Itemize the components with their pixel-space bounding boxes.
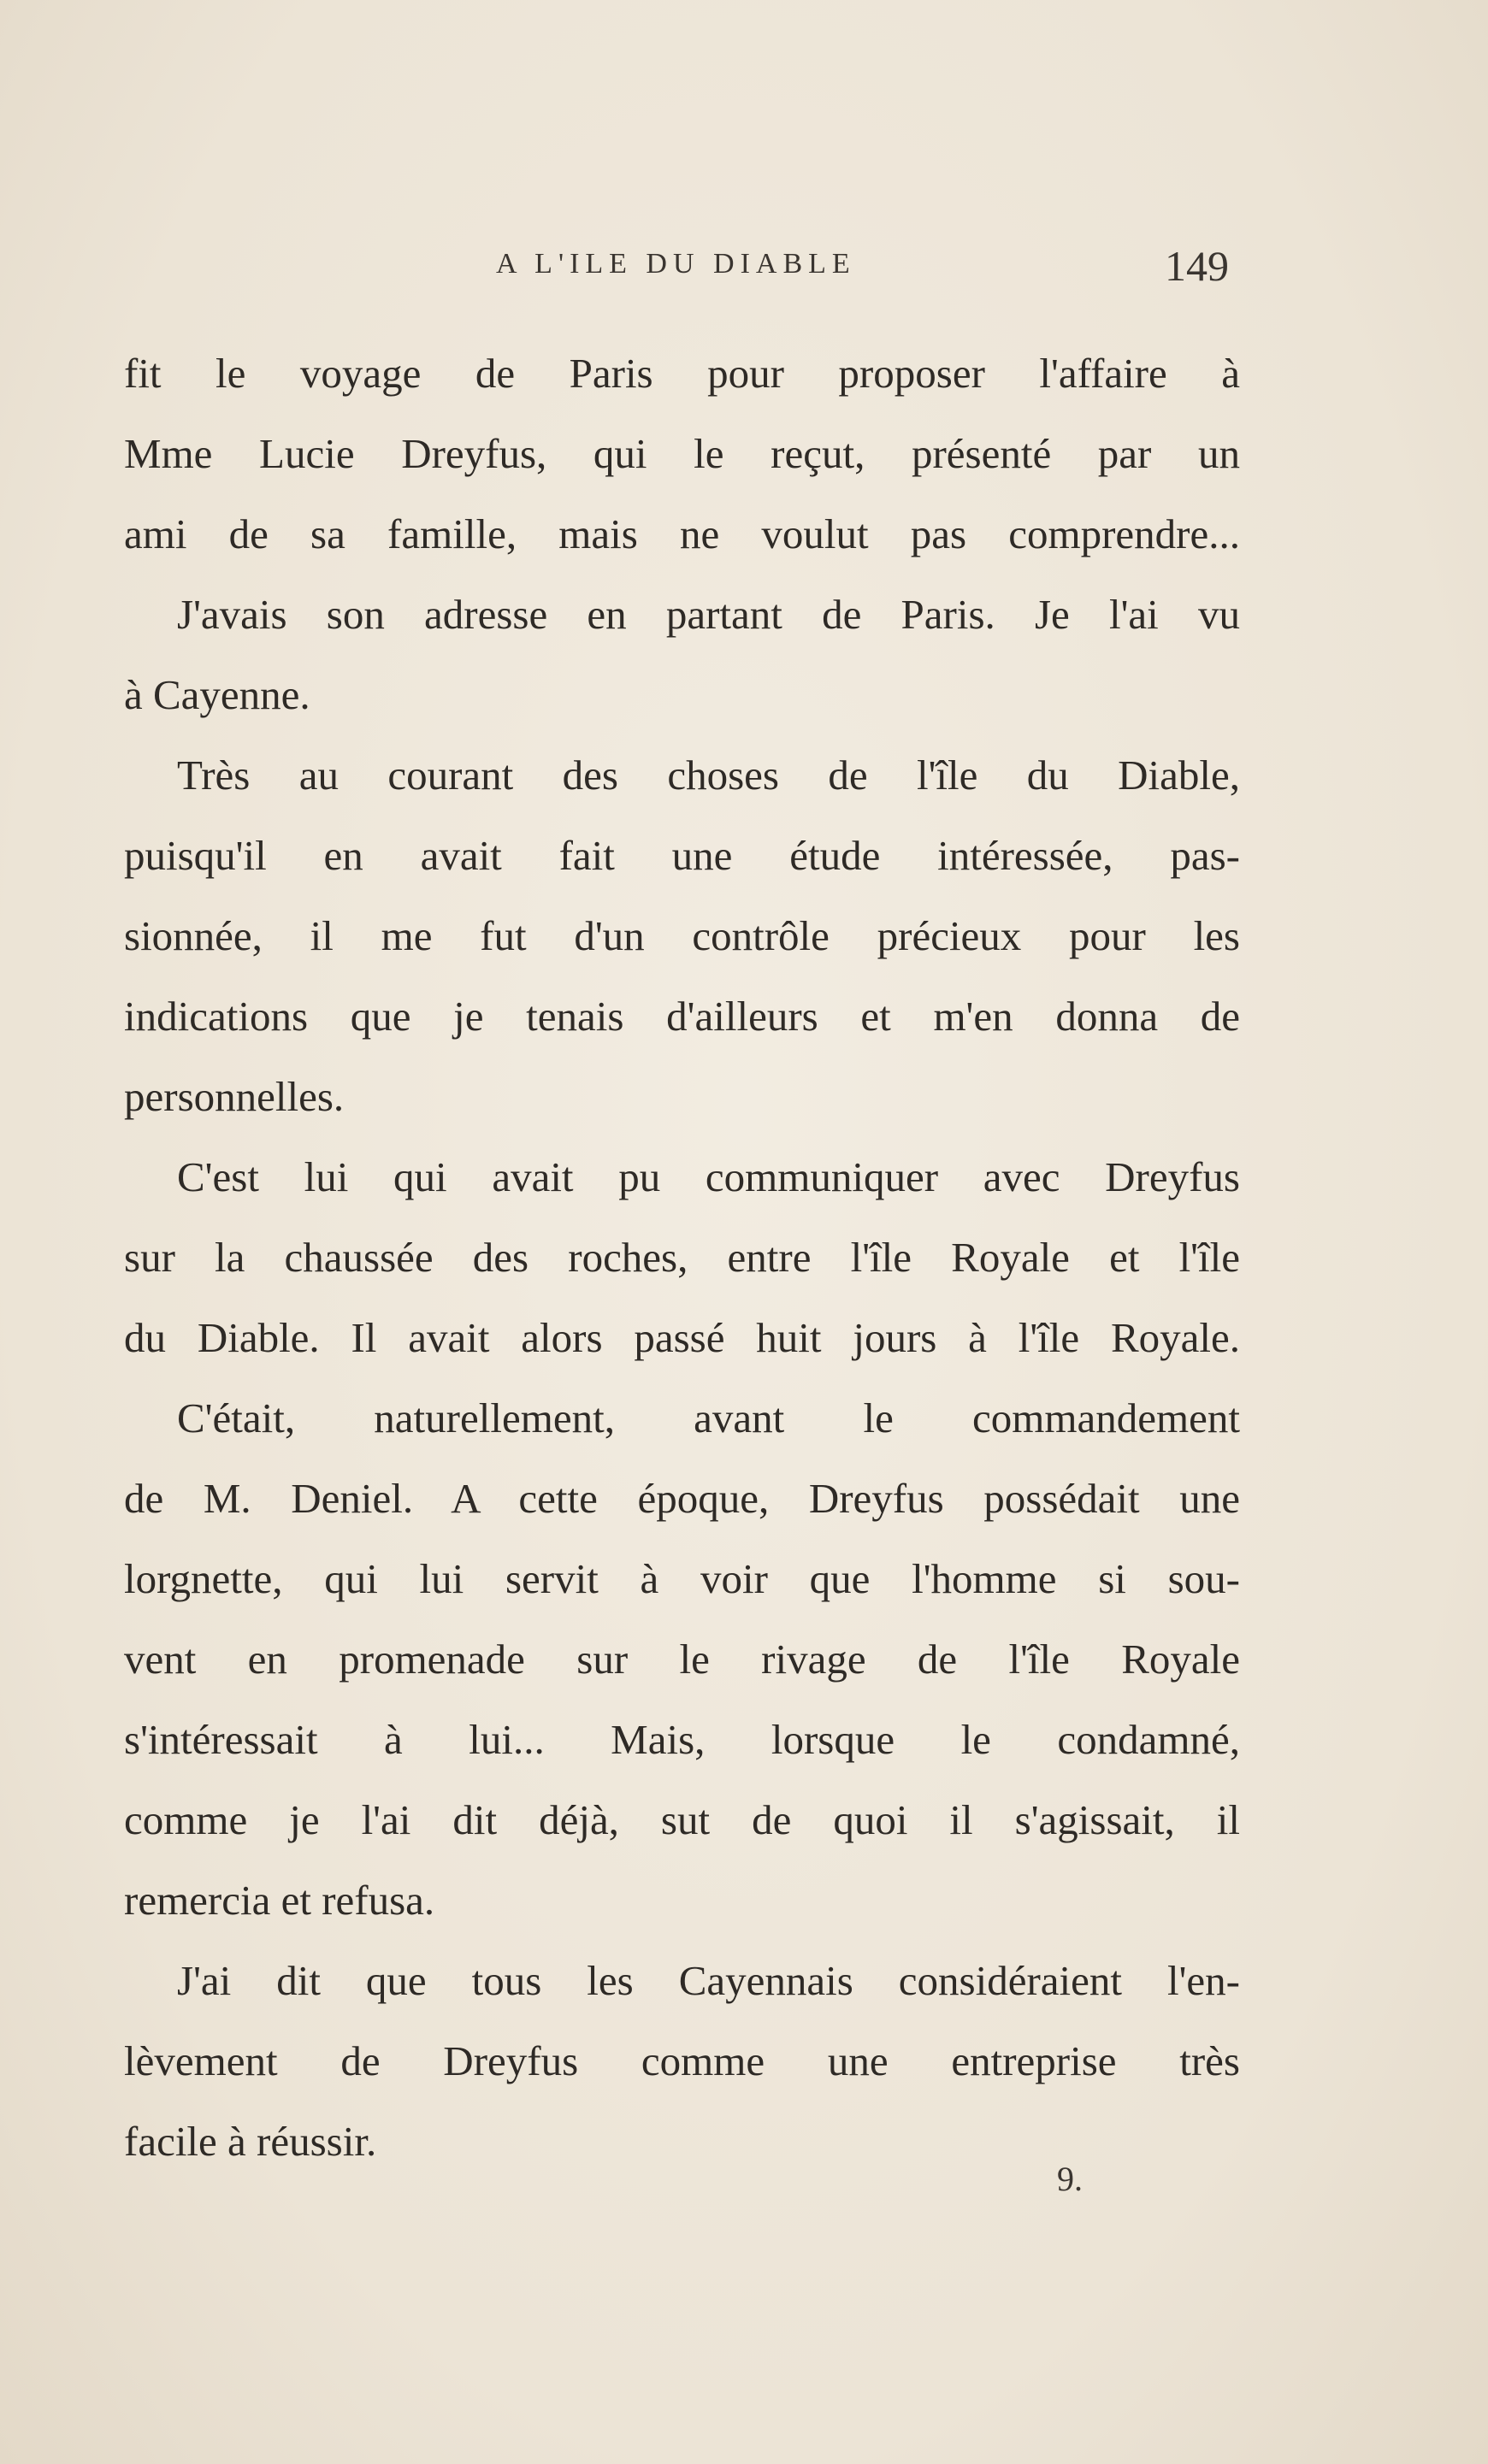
running-title: A L'ILE DU DIABLE [496,248,856,280]
text-line: sur la chaussée des roches, entre l'île Royale et l'île [124,1234,1240,1281]
text-line: puisqu'il en avait fait une étude intéressée, pas- [124,832,1240,879]
text-line: C'est lui qui avait pu communiquer avec Dreyfus [177,1153,1240,1200]
text-line: vent en promenade sur le rivage de l'île Royale [124,1636,1240,1683]
text-line: s'intéressait à lui... Mais, lorsque le condamné, [124,1716,1240,1763]
text-line: fit le voyage de Paris pour proposer l'affaire à [124,350,1240,397]
text-line: de M. Deniel. A cette époque, Dreyfus possédait une [124,1475,1240,1522]
text-line: remercia et refusa. [124,1877,435,1924]
text-line: Très au courant des choses de l'île du Diable, [177,752,1240,799]
text-line: J'avais son adresse en partant de Paris. Je l'ai vu [177,591,1240,638]
body-text [124,333,1240,2182]
text-line: du Diable. Il avait alors passé huit jours à l'île Royale. [124,1314,1240,1361]
text-line: facile à réussir. [124,2118,377,2165]
text-line: J'ai dit que tous les Cayennais considéraient l'en- [177,1957,1240,2004]
text-line: lorgnette, qui lui servit à voir que l'homme si sou- [124,1555,1240,1602]
text-line: indications que je tenais d'ailleurs et m'en donna de [124,993,1240,1040]
text-line: à Cayenne. [124,671,310,718]
signature-mark: 9. [1057,2160,1083,2198]
text-line: personnelles. [124,1073,345,1120]
text-line: lèvement de Dreyfus comme une entreprise très [124,2037,1240,2084]
text-line: Mme Lucie Dreyfus, qui le reçut, présenté par un [124,430,1240,477]
text-line: C'était, naturellement, avant le commandement [177,1394,1240,1441]
text-line: comme je l'ai dit déjà, sut de quoi il s'agissait, il [124,1796,1240,1843]
page-number: 149 [1165,242,1229,290]
text-line: sionnée, il me fut d'un contrôle précieux pour les [124,912,1240,959]
text-line: ami de sa famille, mais ne voulut pas comprendre... [124,510,1240,557]
